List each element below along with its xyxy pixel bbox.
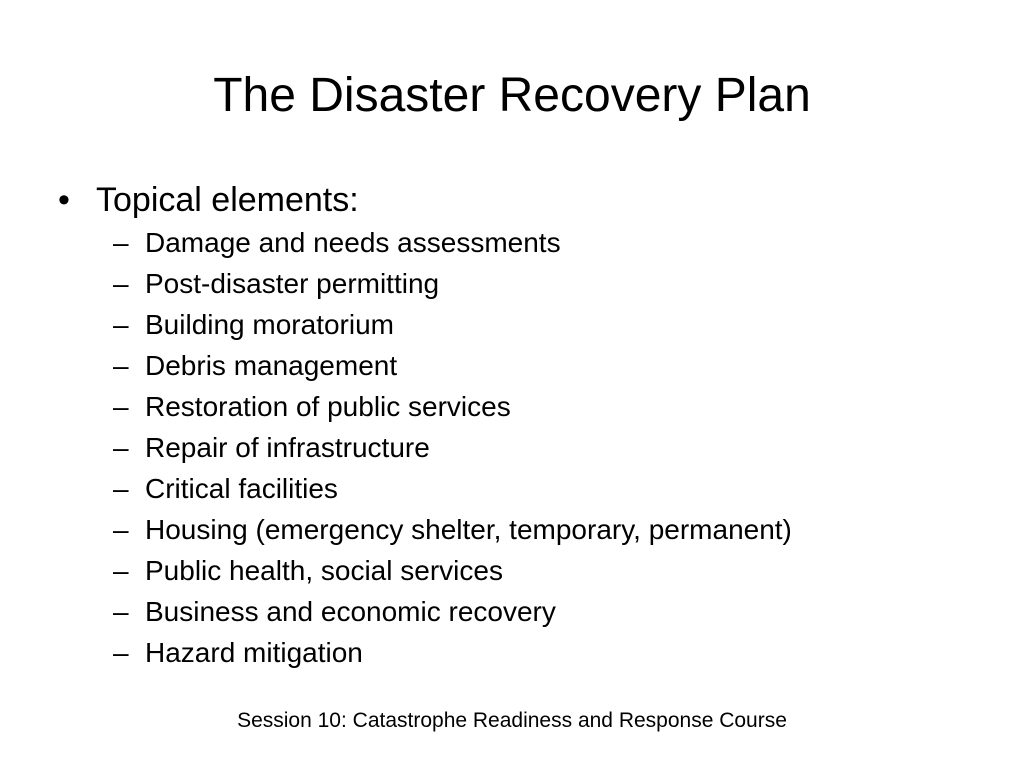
bullet-marker: • [58,181,70,219]
list-item-text: Critical facilities [145,473,338,504]
main-bullet [58,175,359,225]
dash-marker: – [113,268,129,299]
list-item-text: Post-disaster permitting [145,268,440,299]
list-item-text: Business and economic recovery [145,596,556,627]
main-bullet-text: Topical elements: [96,181,359,219]
dash-marker: – [113,473,129,504]
list-item [113,304,792,345]
dash-marker: – [113,227,129,258]
dash-marker: – [113,350,129,381]
list-item [113,386,792,427]
dash-marker: – [113,637,129,668]
list-item [113,427,792,468]
list-item [113,632,792,673]
list-item [113,550,792,591]
list-item [113,222,792,263]
list-item-text: Hazard mitigation [145,637,363,668]
list-item-text: Building moratorium [145,309,394,340]
dash-marker: – [113,596,129,627]
list-item [113,591,792,632]
sub-bullet-list [113,222,792,673]
list-item [113,509,792,550]
list-item-text: Debris management [145,350,398,381]
dash-marker: – [113,309,129,340]
dash-marker: – [113,555,129,586]
list-item [113,263,792,304]
dash-marker: – [113,514,129,545]
dash-marker: – [113,432,129,463]
dash-marker: – [113,391,129,422]
list-item [113,468,792,509]
slide-title: The Disaster Recovery Plan [213,69,811,122]
list-item-text: Repair of infrastructure [145,432,430,463]
list-item-text: Public health, social services [145,555,503,586]
list-item-text: Damage and needs assessments [145,227,561,258]
slide-footer: Session 10: Catastrophe Readiness and Response Course [237,709,787,732]
list-item-text: Housing (emergency shelter, temporary, permanent) [145,514,792,545]
list-item [113,345,792,386]
list-item-text: Restoration of public services [145,391,511,422]
